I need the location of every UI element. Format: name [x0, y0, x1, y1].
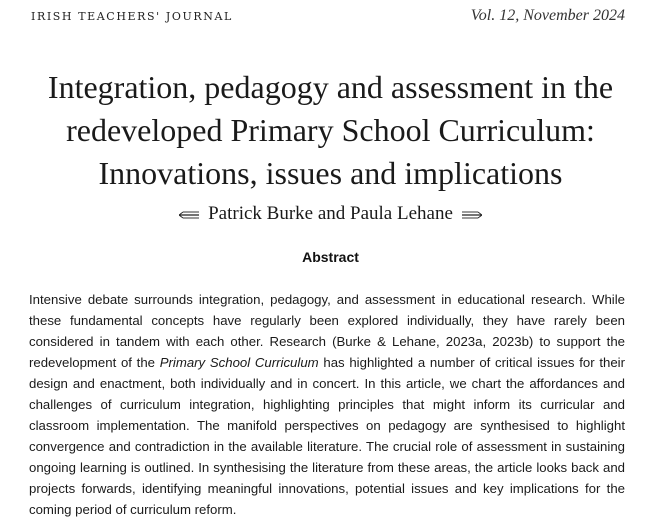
abstract-text-part1: Intensive debate surrounds integration, pedagogy, and assessment in educational research. While these fundamental concepts have regularly been explored individually, they have rarely been considered in tandem with each other. Research (Burke & Lehane, 2023a, 2023b) to support the redevelopment of the	[29, 292, 625, 370]
authors-line	[0, 203, 661, 225]
article-title: Integration, pedagogy and assessment in the redeveloped Primary School Curriculum: Innovations, issues and implications	[47, 69, 614, 191]
left-ornament-icon	[179, 210, 199, 220]
abstract-text-italic: Primary School Curriculum	[159, 355, 319, 370]
right-ornament-icon	[462, 210, 482, 220]
abstract-text	[29, 289, 625, 520]
journal-name: IRISH TEACHERS' JOURNAL	[31, 10, 233, 23]
abstract-text-part2: has highlighted a number of critical issues for their design and enactment, both individually and in concert. In this article, we chart the affordances and challenges of curriculum integration, highlighting principles that might inform its curricular and classroom implementation. The manifold perspectives on pedagogy are synthesised to highlight convergence and contradiction in the available literature. The crucial role of assessment in sustaining ongoing learning is outlined. In synthesising the literature from these areas, the article looks back and projects forwards, identifying meaningful innovations, potential issues and key implications for the coming period of curriculum reform.	[29, 355, 625, 517]
abstract-heading: Abstract	[302, 249, 359, 265]
volume-info: Vol. 12, November 2024	[470, 7, 625, 24]
authors: Patrick Burke and Paula Lehane	[208, 203, 453, 224]
